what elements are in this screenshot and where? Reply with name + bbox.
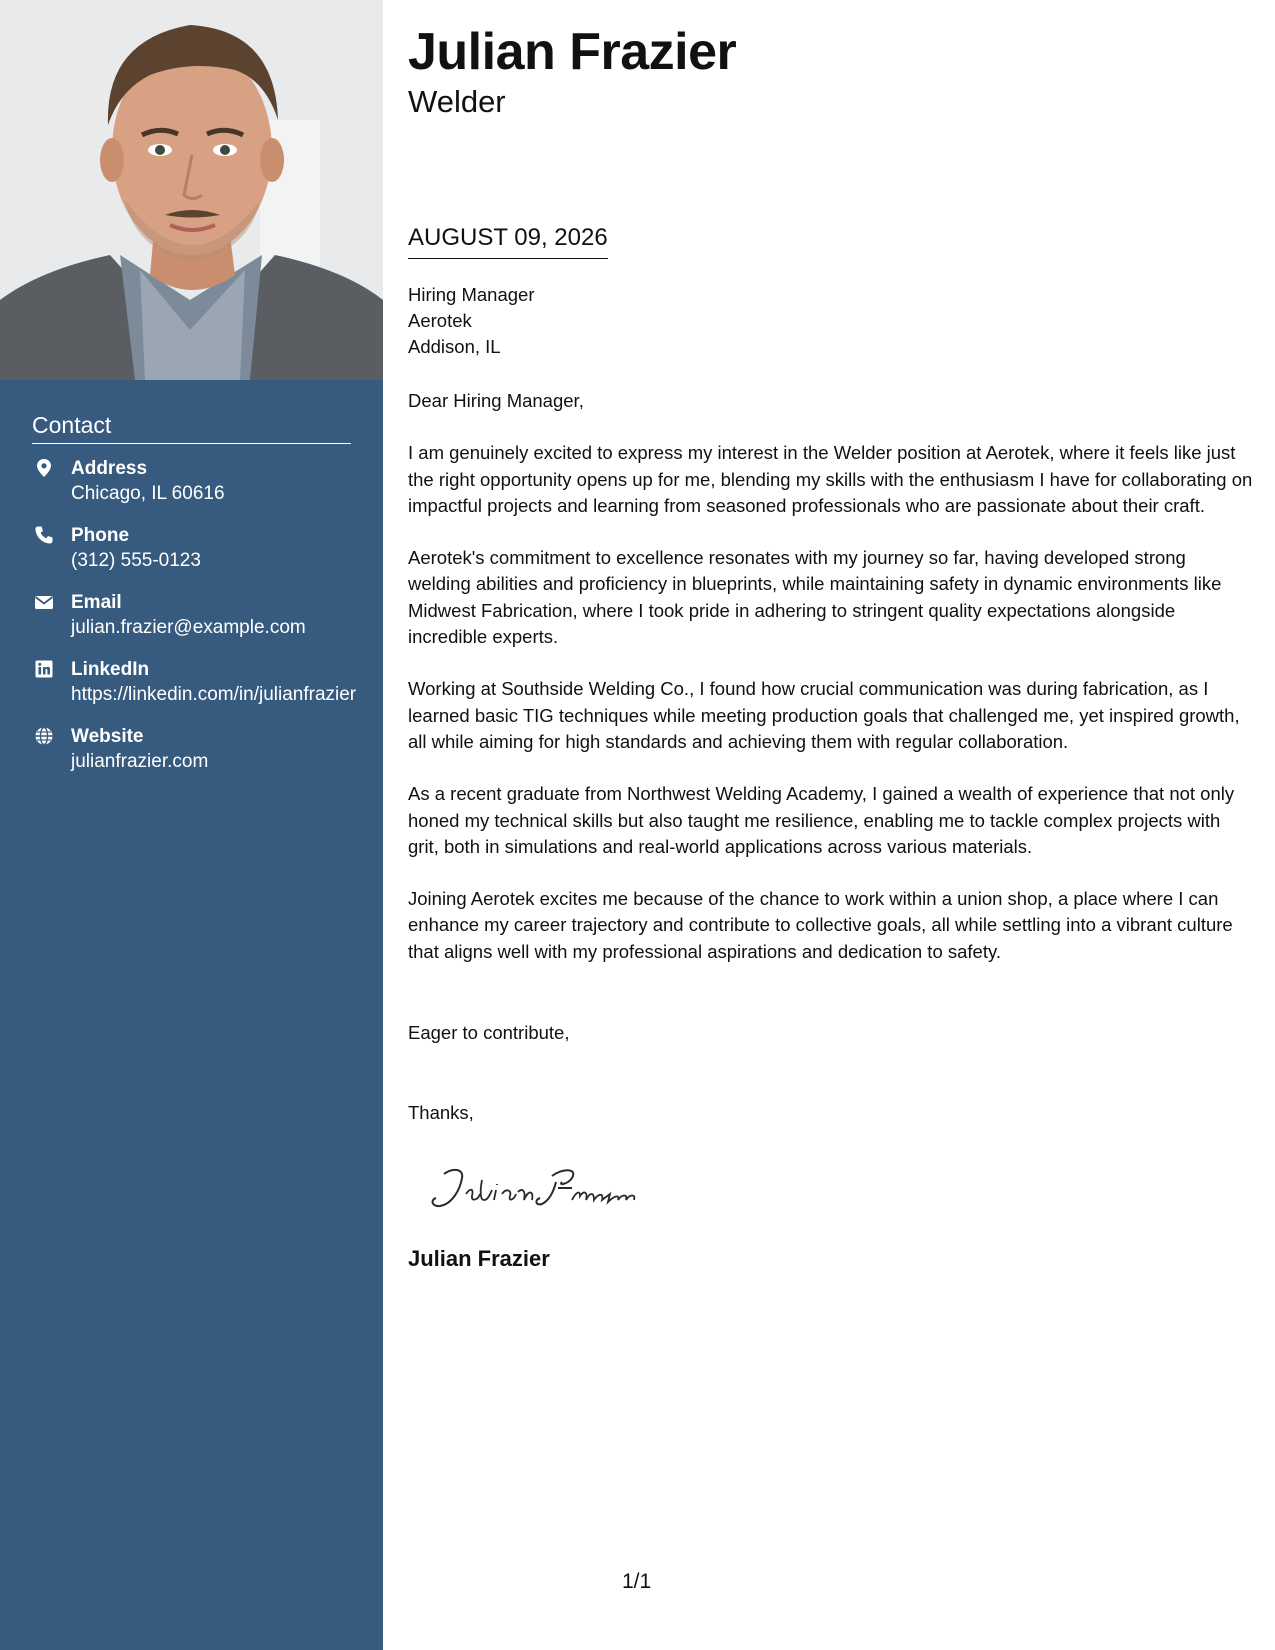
paragraph: Working at Southside Welding Co., I found how crucial communication was during fabrication, as I learned basic TIG techniques while meeting production goals that challenged me, yet inspired growth, all while aiming for high standards and achieving them with regular collaboration. bbox=[408, 678, 1240, 752]
handwritten-signature bbox=[422, 1160, 662, 1216]
job-title: Welder bbox=[408, 84, 506, 119]
closing-line: Eager to contribute, bbox=[408, 1022, 570, 1043]
contact-label: Phone bbox=[71, 525, 130, 546]
linkedin-value[interactable]: https://linkedin.com/in/julianfrazier bbox=[71, 684, 357, 705]
paragraph: As a recent graduate from Northwest Welding Academy, I gained a wealth of experience that not only honed my technical skills but also taught me resilience, enabling me to tackle complex projects with grit, both in simulations and real-world applications across various materials. bbox=[408, 783, 1235, 857]
contact-item-phone bbox=[32, 523, 362, 573]
contact-label: Website bbox=[71, 726, 144, 747]
recipient-location: Addison, IL bbox=[408, 336, 501, 357]
contact-item-address bbox=[32, 456, 362, 506]
contact-label: Email bbox=[71, 592, 122, 613]
letter-body bbox=[408, 388, 1253, 991]
letter-date: AUGUST 09, 2026 bbox=[408, 224, 608, 259]
portrait-image bbox=[0, 0, 383, 380]
applicant-name: Julian Frazier bbox=[408, 23, 737, 81]
recipient-title: Hiring Manager bbox=[408, 284, 535, 305]
sidebar bbox=[0, 0, 383, 1650]
contact-label: LinkedIn bbox=[71, 659, 150, 680]
paragraph: Joining Aerotek excites me because of the chance to work within a union shop, a place where I can enhance my career trajectory and contribute to collective goals, all while settling into a vibrant culture that aligns well with my professional aspirations and dedication to safety. bbox=[408, 888, 1233, 962]
contact-item-linkedin bbox=[32, 657, 362, 707]
recipient-company: Aerotek bbox=[408, 310, 472, 331]
contact-heading: Contact bbox=[32, 412, 351, 444]
contact-item-website bbox=[32, 724, 362, 774]
globe-icon bbox=[34, 726, 54, 746]
recipient-block bbox=[408, 282, 534, 360]
address-value: Chicago, IL 60616 bbox=[71, 483, 225, 504]
phone-value[interactable]: (312) 555-0123 bbox=[71, 550, 201, 571]
profile-photo bbox=[0, 0, 383, 380]
signed-name: Julian Frazier bbox=[408, 1246, 550, 1271]
paragraph: Aerotek's commitment to excellence resonates with my journey so far, having developed strong welding abilities and proficiency in blueprints, while maintaining safety in dynamic environments like Midwest Fabrication, where I took pride in adhering to stringent quality expectations alongside incredible experts. bbox=[408, 547, 1222, 648]
linkedin-icon bbox=[34, 659, 54, 679]
page-number: 1/1 bbox=[622, 1570, 652, 1593]
map-pin-icon bbox=[34, 458, 54, 478]
paragraph: I am genuinely excited to express my interest in the Welder position at Aerotek, where it feels like just the right opportunity opens up for me, blending my skills with the enthusiasm I have for collaborating on impactful projects and learning from seasoned professionals who are passionate about their craft. bbox=[408, 442, 1253, 516]
website-value[interactable]: julianfrazier.com bbox=[71, 751, 209, 772]
salutation: Dear Hiring Manager, bbox=[408, 390, 584, 411]
contact-label: Address bbox=[71, 458, 148, 479]
contact-item-email bbox=[32, 590, 362, 640]
envelope-icon bbox=[34, 592, 54, 612]
email-value[interactable]: julian.frazier@example.com bbox=[71, 617, 306, 638]
thanks-line: Thanks, bbox=[408, 1102, 474, 1123]
phone-icon bbox=[34, 525, 54, 545]
contact-list bbox=[32, 456, 362, 791]
